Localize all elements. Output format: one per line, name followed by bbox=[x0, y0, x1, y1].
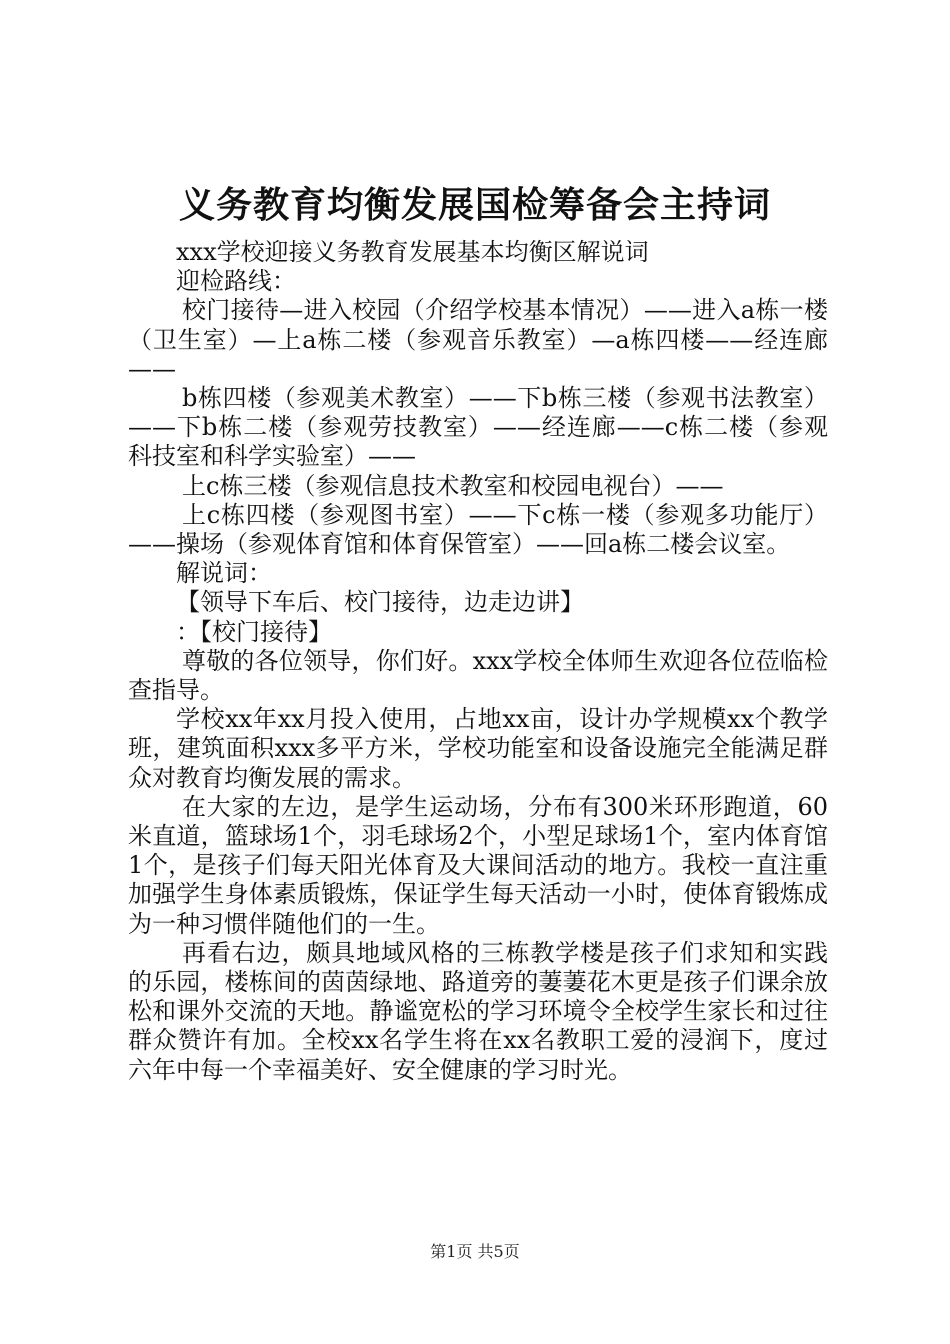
paragraph-school-intro: 学校xx年xx月投入使用，占地xx亩，设计办学规模xx个教学班，建筑面积xxx多平方米，学校功能室和设备设施完全能满足群众对教育均衡发展的需求。 bbox=[128, 705, 828, 792]
paragraph-route-c3: 上c栋三楼（参观信息技术教室和校园电视台）—— bbox=[182, 471, 724, 500]
paragraph-route-heading: 迎检路线： bbox=[176, 267, 296, 296]
paragraph-sports-field: 在大家的左边，是学生运动场，分布有300米环形跑道，60米直道，篮球场1个，羽毛球场2个，小型足球场1个，室内体育馆1个，是孩子们每天阳光体育及大课间活动的地方。我校一直注重加强学生身体素质锻炼，保证学生每天活动一小时，使体育锻炼成为一种习惯伴随他们的一生。 bbox=[128, 792, 828, 938]
paragraph-route-a: 校门接待—进入校园（介绍学校基本情况）——进入a栋一楼（卫生室）—上a栋二楼（参观音乐教室）—a栋四楼——经连廊—— bbox=[128, 296, 828, 383]
document-title: 义务教育均衡发展国检筹备会主持词 bbox=[178, 185, 771, 226]
page-footer: 第1页 共5页 bbox=[430, 1242, 520, 1261]
paragraph-stage-note: 【领导下车后、校门接待，边走边讲】 bbox=[176, 588, 584, 617]
paragraph-commentary-heading: 解说词： bbox=[176, 559, 272, 588]
paragraph-welcome: 尊敬的各位领导，你们好。xxx学校全体师生欢迎各位莅临检查指导。 bbox=[128, 646, 828, 705]
paragraph-route-b: b栋四楼（参观美术教室）——下b栋三楼（参观书法教室）——下b栋二楼（参观劳技教室）——经连廊——c栋二楼（参观科技室和科学实验室）—— bbox=[128, 384, 828, 471]
document-body bbox=[128, 238, 828, 1085]
paragraph-teaching-buildings: 再看右边，颇具地域风格的三栋教学楼是孩子们求知和实践的乐园，楼栋间的茵茵绿地、路道旁的萋萋花木更是孩子们课余放松和课外交流的天地。静谧宽松的学习环境令全校学生家长和过往群众赞许有加。全校xx名学生将在xx名教职工爱的浸润下，度过六年中每一个幸福美好、安全健康的学习时光。 bbox=[128, 938, 828, 1084]
paragraph-subtitle: xxx学校迎接义务教育发展基本均衡区解说词 bbox=[176, 238, 649, 266]
paragraph-gate-heading: ：【校门接待】 bbox=[176, 617, 332, 646]
paragraph-route-c4: 上c栋四楼（参观图书室）——下c栋一楼（参观多功能厅）——操场（参观体育馆和体育保管室）——回a栋二楼会议室。 bbox=[128, 500, 828, 559]
